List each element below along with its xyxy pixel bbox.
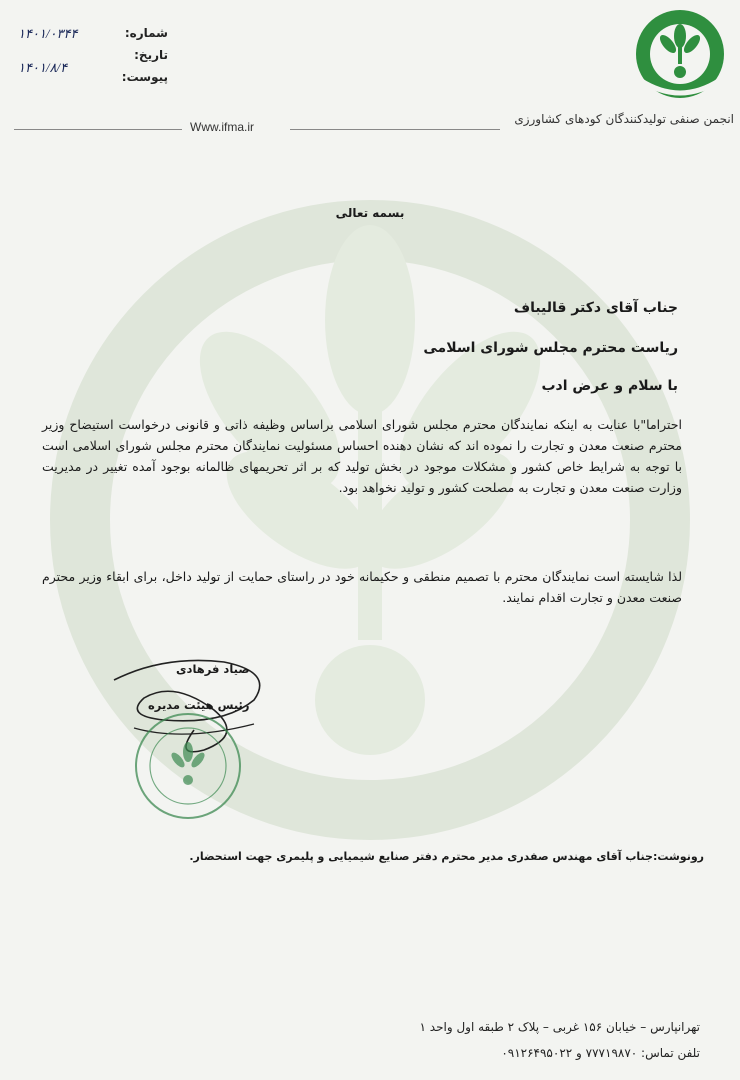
- recipient-line-1: جناب آقای دکتر قالیباف: [513, 300, 678, 316]
- meta-number-row: [18, 26, 168, 48]
- letter-meta: [18, 26, 168, 92]
- body-paragraph-1: احتراما"با عنایت به اینکه نمایندگان محترم مجلس شورای اسلامی براساس وظیفه ذاتی و قانونی درخواست استیضاح وزیر محترم صنعت معدن و تجارت را نموده اند که نشان دهنده احساس مسئولیت نمایندگان محترم مجلس شورای اسلامی است با توجه به شرایط خاص کشور و مشکلات موجود در بخش تولید که بر اثر تحریمهای ظالمانه بوجود آمده تغییر در مدیریت وزارت صنعت معدن و تجارت به مصلحت کشور و تولید نخواهد بود.: [42, 417, 682, 495]
- signatory-title: رئیس هیئت مدیره: [148, 698, 250, 712]
- body-paragraph-2: لذا شایسته است نمایندگان محترم با تصمیم منطقی و حکیمانه خود در راستای حمایت از تولید داخل، برای ابقاء وزیر محترم صنعت معدن و تجارت اقدام نمایند.: [42, 569, 682, 605]
- signatory-name: صیاد فرهادی: [176, 662, 250, 676]
- meta-date-row: [18, 48, 168, 75]
- meta-attachment-row: [18, 70, 168, 92]
- number-value: ۱۴۰۱/۰۳۴۴: [18, 26, 78, 41]
- association-stamp-icon: [132, 710, 244, 822]
- ifma-logo-icon: [626, 8, 734, 106]
- footer-address: تهرانپارس – خیابان ۱۵۶ غربی – پلاک ۲ طبقه اول واحد ۱: [419, 1020, 700, 1034]
- organization-name: انجمن صنفی تولیدکنندگان کودهای کشاورزی: [514, 112, 734, 126]
- greeting: با سلام و عرض ادب: [541, 378, 678, 394]
- header-divider-right: [290, 129, 500, 130]
- recipient-line-2: ریاست محترم مجلس شورای اسلامی: [423, 340, 678, 356]
- website-url: Www.ifma.ir: [190, 120, 254, 134]
- header-divider-left: [14, 129, 182, 130]
- bismillah-heading: بسمه تعالی: [335, 206, 405, 220]
- footer-phone: تلفن تماس: ۷۷۷۱۹۸۷۰ و ۰۹۱۲۶۴۹۵۰۲۲: [501, 1046, 700, 1060]
- attachment-label: پیوست:: [121, 70, 168, 84]
- date-label: تاریخ:: [134, 48, 168, 62]
- number-label: شماره:: [124, 26, 168, 40]
- carbon-copy-note: رونوشت:جناب آقای مهندس صفدری مدیر محترم دفتر صنایع شیمیایی و پلیمری جهت استحضار.: [189, 850, 704, 863]
- date-value: ۱۴۰۱/۸/۴: [18, 60, 68, 75]
